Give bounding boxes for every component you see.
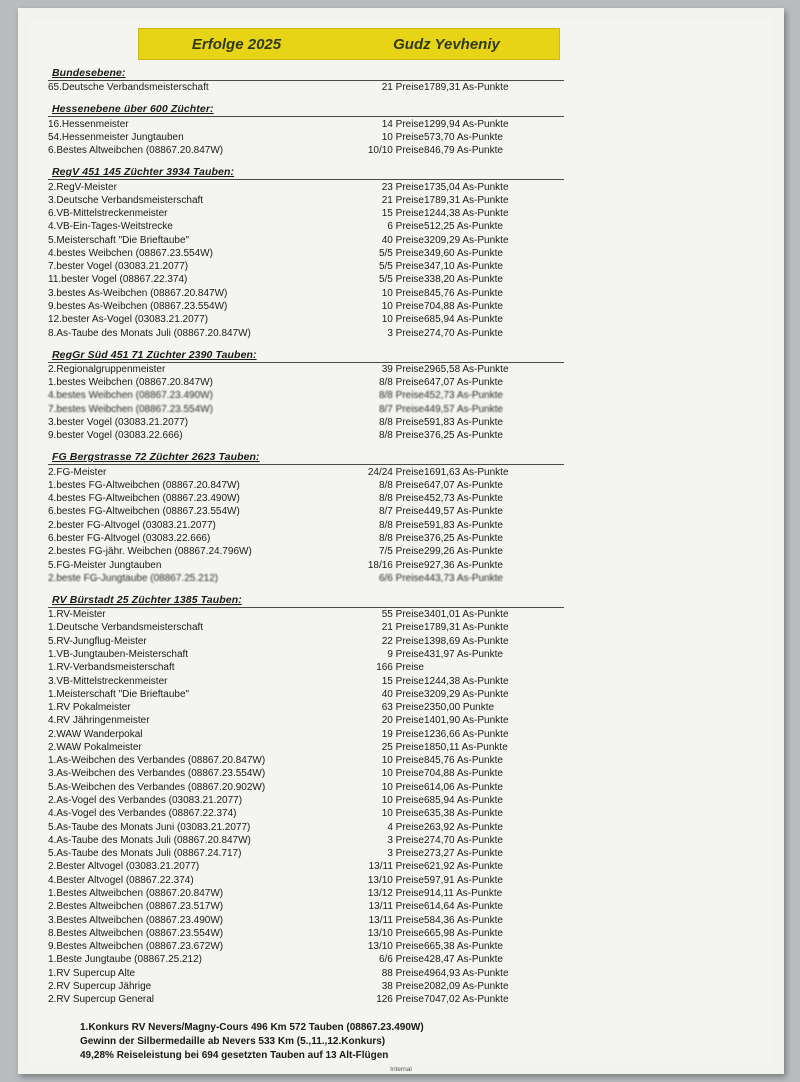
achievement-label: 1.As-Weibchen des Verbandes (08867.20.847W) [48, 755, 266, 767]
table-row [48, 848, 564, 861]
table-row [48, 327, 564, 340]
section-title: Bundesebene: [52, 67, 126, 79]
achievement-label: 5.FG-Meister Jungtauben [48, 559, 162, 571]
points-value: 927,36 As-Punkte [424, 559, 503, 571]
points-value: 614,06 As-Punkte [424, 781, 503, 793]
points-value: 845,76 As-Punkte [424, 287, 503, 299]
table-row [48, 519, 564, 532]
prize-count: 63 Preise [381, 702, 424, 714]
results-table [48, 364, 564, 444]
achievement-label: 6.bester FG-Altvogel (03083.22.666) [48, 532, 211, 544]
prize-count: 21 Preise [381, 622, 424, 634]
points-value: 573,70 As-Punkte [424, 131, 503, 143]
prize-count: 10 Preise [381, 795, 424, 807]
table-row [48, 675, 564, 688]
results-table [48, 466, 564, 586]
prize-count: 5/5 Preise [378, 274, 424, 286]
prize-count: 4 Preise [387, 821, 424, 833]
achievement-label: 2.Bester Altvogel (03083.21.2077) [48, 861, 200, 873]
prize-count: 8/8 Preise [378, 532, 424, 544]
points-value: 1691,63 As-Punkte [424, 466, 509, 478]
prize-count: 8/8 Preise [378, 377, 424, 389]
prize-count: 6/6 Preise [378, 572, 424, 584]
results-section [46, 102, 756, 158]
points-value: 376,25 As-Punkte [424, 430, 503, 442]
points-value: 274,70 As-Punkte [424, 327, 503, 339]
table-row [48, 609, 564, 622]
table-row [48, 835, 564, 848]
achievement-label: 65.Deutsche Verbandsmeisterschaft [48, 82, 209, 94]
achievement-label: 1.Meisterschaft "Die Brieftaube" [48, 688, 190, 700]
prize-count: 21 Preise [381, 82, 424, 94]
prize-count: 24/24 Preise [367, 466, 424, 478]
table-row [48, 755, 564, 768]
table-row [48, 559, 564, 572]
table-row [48, 768, 564, 781]
results-section [46, 450, 756, 586]
achievement-label: 2.WAW Pokalmeister [48, 741, 142, 753]
achievement-label: 4.As-Taube des Monats Juli (08867.20.847W) [48, 834, 251, 846]
prize-count: 10 Preise [381, 755, 424, 767]
points-value: 1244,38 As-Punkte [424, 675, 509, 687]
prize-count: 19 Preise [381, 728, 424, 740]
prize-count: 18/16 Preise [367, 559, 424, 571]
section-title: FG Bergstrasse 72 Züchter 2623 Tauben: [52, 451, 260, 464]
table-row [48, 132, 564, 145]
table-row [48, 287, 564, 300]
points-value: 3401,01 As-Punkte [424, 609, 509, 621]
prize-count: 8/7 Preise [378, 403, 424, 415]
achievement-label: 2.bestes FG-jähr. Weibchen (08867.24.796W) [48, 546, 252, 558]
table-row [48, 728, 564, 741]
points-value: 647,07 As-Punkte [424, 377, 503, 389]
section-title: Hessenebene über 600 Züchter: [52, 103, 214, 116]
points-value: 299,26 As-Punkte [424, 546, 503, 558]
prize-count: 8/7 Preise [378, 506, 424, 518]
table-row [48, 546, 564, 559]
table-row [48, 533, 564, 546]
banner-title-left: Erfolge 2025 [191, 35, 282, 53]
prize-count: 10 Preise [381, 768, 424, 780]
footer-line-1: 1.Konkurs RV Nevers/Magny-Cours 496 Km 572 Tauben (08867.23.490W) [80, 1022, 424, 1033]
achievement-label: 2.WAW Wanderpokal [48, 728, 143, 740]
section-title: RV Bürstadt 25 Züchter 1385 Tauben: [52, 593, 242, 606]
achievement-label: 7.bestes Weibchen (08867.23.554W) [48, 403, 213, 415]
table-row [48, 493, 564, 506]
points-value: 2350,00 Punkte [424, 702, 495, 714]
table-row [48, 479, 564, 492]
points-value: 685,94 As-Punkte [424, 795, 503, 807]
prize-count: 6/6 Preise [378, 954, 424, 966]
achievement-label: 2.As-Vogel des Verbandes (03083.21.2077) [48, 795, 243, 807]
achievement-label: 2.bester FG-Altvogel (03083.21.2077) [48, 519, 216, 531]
prize-count: 10/10 Preise [367, 145, 424, 157]
prize-count: 126 Preise [376, 994, 424, 1006]
footer-line-3: 49,28% Reiseleistung bei 694 gesetzten Tauben auf 13 Alt-Flügen [80, 1050, 389, 1061]
table-row [48, 954, 564, 967]
table-row [48, 194, 564, 207]
achievement-label: 6.VB-Mittelstreckenmeister [48, 208, 168, 220]
table-row [48, 888, 564, 901]
achievement-label: 5.As-Taube des Monats Juni (03083.21.2077) [48, 821, 251, 833]
section-title: RegGr Süd 451 71 Züchter 2390 Tauben: [52, 348, 257, 361]
internal-marking: Internal [390, 1066, 412, 1073]
achievement-label: 9.bestes As-Weibchen (08867.23.554W) [48, 301, 228, 313]
achievement-label: 6.bestes FG-Altweibchen (08867.23.554W) [48, 506, 240, 518]
points-value: 347,10 As-Punkte [424, 261, 503, 273]
section-divider [48, 179, 564, 180]
achievement-label: 5.As-Taube des Monats Juli (08867.24.717) [48, 848, 242, 860]
results-table [48, 609, 564, 1007]
table-row [48, 874, 564, 887]
points-value: 376,25 As-Punkte [424, 532, 503, 544]
points-value: 845,76 As-Punkte [424, 755, 503, 767]
prize-count: 13/10 Preise [367, 927, 424, 939]
points-value: 452,73 As-Punkte [424, 390, 503, 402]
prize-count: 9 Preise [387, 648, 424, 660]
achievement-label: 1.VB-Jungtauben-Meisterschaft [48, 648, 189, 660]
prize-count: 15 Preise [381, 675, 424, 687]
points-value: 584,36 As-Punkte [424, 914, 503, 926]
points-value: 1299,94 As-Punkte [424, 118, 509, 130]
prize-count: 13/10 Preise [367, 941, 424, 953]
table-row [48, 821, 564, 834]
section-divider [48, 362, 564, 363]
achievement-label: 2.RegV-Meister [48, 181, 117, 193]
table-row [48, 145, 564, 158]
points-value: 1789,31 As-Punkte [424, 82, 509, 94]
table-row [48, 430, 564, 443]
achievement-label: 16.Hessenmeister [48, 118, 129, 130]
table-row [48, 688, 564, 701]
points-value: 597,91 As-Punkte [424, 874, 503, 886]
table-row [48, 417, 564, 430]
prize-count: 8/8 Preise [378, 519, 424, 531]
prize-count: 5/5 Preise [378, 247, 424, 259]
prize-count: 13/11 Preise [368, 901, 424, 913]
prize-count: 10 Preise [381, 314, 424, 326]
section-title: RegV 451 145 Züchter 3934 Tauben: [52, 166, 235, 179]
achievement-label: 1.Beste Jungtaube (08867.25.212) [48, 954, 203, 966]
points-value: 1244,38 As-Punkte [424, 208, 509, 220]
table-row [48, 927, 564, 940]
achievement-label: 3.Bestes Altweibchen (08867.23.490W) [48, 914, 224, 926]
points-value: 704,88 As-Punkte [424, 301, 503, 313]
achievement-label: 3.Deutsche Verbandsmeisterschaft [48, 194, 204, 206]
achievement-label: 4.RV Jähringenmeister [48, 715, 150, 727]
points-value: 512,25 As-Punkte [424, 221, 503, 233]
table-row [48, 390, 564, 403]
points-value: 449,57 As-Punkte [424, 403, 503, 415]
results-section [46, 165, 756, 340]
achievement-label: 1.RV Pokalmeister [48, 702, 131, 714]
table-row [48, 662, 564, 675]
prize-count: 166 Preise [376, 662, 424, 674]
achievement-label: 5.Meisterschaft "Die Brieftaube" [48, 234, 190, 246]
table-row [48, 314, 564, 327]
table-row [48, 364, 564, 377]
achievement-label: 1.RV Supercup Alte [48, 967, 136, 979]
prize-count: 8/8 Preise [378, 430, 424, 442]
prize-count: 3 Preise [387, 848, 424, 860]
table-row [48, 994, 564, 1007]
table-row [48, 795, 564, 808]
achievement-label: 2.beste FG-Jungtaube (08867.25.212) [48, 572, 219, 584]
points-value: 704,88 As-Punkte [424, 768, 503, 780]
achievement-label: 3.As-Weibchen des Verbandes (08867.23.554W) [48, 768, 266, 780]
table-row [48, 808, 564, 821]
achievement-label: 2.RV Supercup Jährige [48, 980, 152, 992]
section-divider [48, 464, 564, 465]
points-value: 2965,58 As-Punkte [424, 363, 509, 375]
prize-count: 38 Preise [381, 980, 424, 992]
prize-count: 20 Preise [381, 715, 424, 727]
achievement-label: 12.bester As-Vogel (03083.21.2077) [48, 314, 209, 326]
table-row [48, 967, 564, 980]
points-value: 273,27 As-Punkte [424, 848, 503, 860]
prize-count: 25 Preise [381, 741, 424, 753]
document-page [18, 8, 784, 1074]
points-value: 338,20 As-Punkte [424, 274, 503, 286]
table-row [48, 572, 564, 585]
results-section [46, 593, 756, 1007]
points-value: 635,38 As-Punkte [424, 808, 503, 820]
document-sheet [30, 18, 772, 1073]
points-value: 2082,09 As-Punkte [424, 980, 509, 992]
prize-count: 55 Preise [381, 609, 424, 621]
achievement-label: 3.VB-Mittelstreckenmeister [48, 675, 168, 687]
prize-count: 10 Preise [381, 301, 424, 313]
achievement-label: 9.bester Vogel (03083.22.666) [48, 430, 183, 442]
points-value: 1789,31 As-Punkte [424, 194, 509, 206]
achievement-label: 1.Deutsche Verbandsmeisterschaft [48, 622, 204, 634]
prize-count: 88 Preise [381, 967, 424, 979]
prize-count: 13/12 Preise [367, 888, 424, 900]
prize-count: 13/11 Preise [368, 861, 424, 873]
achievement-label: 8.Bestes Altweibchen (08867.23.554W) [48, 927, 224, 939]
points-value: 452,73 As-Punkte [424, 493, 503, 505]
points-value: 914,11 As-Punkte [424, 888, 503, 900]
points-value: 591,83 As-Punkte [424, 417, 503, 429]
prize-count: 8/8 Preise [378, 479, 424, 491]
points-value: 647,07 As-Punkte [424, 479, 503, 491]
table-row [48, 715, 564, 728]
prize-count: 3 Preise [387, 327, 424, 339]
table-row [48, 118, 564, 131]
prize-count: 22 Preise [381, 635, 424, 647]
points-value: 431,97 As-Punkte [424, 648, 503, 660]
prize-count: 39 Preise [381, 363, 424, 375]
points-value: 3209,29 As-Punkte [424, 688, 509, 700]
results-section [46, 66, 756, 95]
prize-count: 15 Preise [381, 208, 424, 220]
points-value: 665,98 As-Punkte [424, 927, 503, 939]
footer-line-2: Gewinn der Silbermedaille ab Nevers 533 Km (5.,11.,12.Konkurs) [80, 1036, 386, 1047]
achievement-label: 4.VB-Ein-Tages-Weitstrecke [48, 221, 173, 233]
table-row [48, 742, 564, 755]
points-value: 263,92 As-Punkte [424, 821, 503, 833]
table-row [48, 82, 564, 95]
achievement-label: 8.As-Taube des Monats Juli (08867.20.847W) [48, 327, 251, 339]
achievement-label: 4.bestes Weibchen (08867.23.554W) [48, 247, 213, 259]
achievement-label: 1.Bestes Altweibchen (08867.20.847W) [48, 888, 224, 900]
footer-notes [80, 1021, 680, 1063]
prize-count: 10 Preise [381, 781, 424, 793]
achievement-label: 6.Bestes Altweibchen (08867.20.847W) [48, 145, 224, 157]
table-row [48, 506, 564, 519]
table-row [48, 403, 564, 416]
points-value: 3209,29 As-Punkte [424, 234, 509, 246]
prize-count: 3 Preise [387, 834, 424, 846]
points-value: 443,73 As-Punkte [424, 572, 503, 584]
points-value: 4964,93 As-Punkte [424, 967, 509, 979]
results-content [46, 66, 756, 1014]
table-row [48, 248, 564, 261]
achievement-label: 2.Regionalgruppenmeister [48, 363, 166, 375]
achievement-label: 7.bester Vogel (03083.21.2077) [48, 261, 189, 273]
points-value: 1401,90 As-Punkte [424, 715, 509, 727]
table-row [48, 261, 564, 274]
points-value: 7047,02 As-Punkte [424, 994, 509, 1006]
points-value: 685,94 As-Punkte [424, 314, 503, 326]
prize-count: 6 Preise [387, 221, 424, 233]
points-value: 1398,69 As-Punkte [424, 635, 509, 647]
prize-count: 8/8 Preise [378, 493, 424, 505]
prize-count: 10 Preise [381, 287, 424, 299]
points-value: 449,57 As-Punkte [424, 506, 503, 518]
prize-count: 10 Preise [381, 131, 424, 143]
results-table [48, 181, 564, 340]
section-divider [48, 80, 564, 81]
achievement-label: 54.Hessenmeister Jungtauben [48, 131, 184, 143]
banner-title-right: Gudz Yevheniy [393, 35, 500, 53]
achievement-label: 11.bester Vogel (08867.22.374) [48, 274, 188, 286]
achievement-label: 1.RV-Meister [48, 609, 106, 621]
table-row [48, 941, 564, 954]
achievement-label: 5.As-Weibchen des Verbandes (08867.20.902W) [48, 781, 266, 793]
prize-count: 13/11 Preise [368, 914, 424, 926]
points-value: 1789,31 As-Punkte [424, 622, 509, 634]
achievement-label: 2.FG-Meister [48, 466, 107, 478]
results-table [48, 82, 564, 95]
prize-count: 10 Preise [381, 808, 424, 820]
table-row [48, 622, 564, 635]
achievement-label: 4.As-Vogel des Verbandes (08867.22.374) [48, 808, 237, 820]
points-value: 846,79 As-Punkte [424, 145, 503, 157]
results-table [48, 118, 564, 158]
table-row [48, 981, 564, 994]
table-row [48, 635, 564, 648]
table-row [48, 208, 564, 221]
points-value: 621,92 As-Punkte [424, 861, 503, 873]
section-divider [48, 607, 564, 608]
section-divider [48, 116, 564, 117]
prize-count: 7/5 Preise [378, 546, 424, 558]
points-value: 1735,04 As-Punkte [424, 181, 509, 193]
prize-count: 14 Preise [381, 118, 424, 130]
achievement-label: 3.bestes As-Weibchen (08867.20.847W) [48, 287, 228, 299]
table-row [48, 466, 564, 479]
table-row [48, 377, 564, 390]
table-row [48, 301, 564, 314]
achievement-label: 1.RV-Verbandsmeisterschaft [48, 662, 175, 674]
table-row [48, 274, 564, 287]
results-section [46, 348, 756, 444]
prize-count: 23 Preise [381, 181, 424, 193]
table-row [48, 781, 564, 794]
achievement-label: 1.bestes Weibchen (08867.20.847W) [48, 377, 213, 389]
achievement-label: 9.Bestes Altweibchen (08867.23.672W) [48, 941, 224, 953]
achievement-label: 4.bestes FG-Altweibchen (08867.23.490W) [48, 493, 240, 505]
prize-count: 8/8 Preise [378, 417, 424, 429]
achievement-label: 4.Bester Altvogel (08867.22.374) [48, 874, 194, 886]
table-row [48, 181, 564, 194]
table-row [48, 861, 564, 874]
table-row [48, 702, 564, 715]
achievement-label: 2.Bestes Altweibchen (08867.23.517W) [48, 901, 224, 913]
title-banner [138, 28, 560, 60]
points-value: 1236,66 As-Punkte [424, 728, 509, 740]
table-row [48, 221, 564, 234]
prize-count: 21 Preise [381, 194, 424, 206]
achievement-label: 1.bestes FG-Altweibchen (08867.20.847W) [48, 479, 240, 491]
points-value: 614,64 As-Punkte [424, 901, 503, 913]
achievement-label: 3.bester Vogel (03083.21.2077) [48, 417, 189, 429]
table-row [48, 901, 564, 914]
points-value: 428,47 As-Punkte [424, 954, 503, 966]
table-row [48, 914, 564, 927]
table-row [48, 649, 564, 662]
points-value: 665,38 As-Punkte [424, 941, 503, 953]
achievement-label: 2.RV Supercup General [48, 994, 154, 1006]
achievement-label: 5.RV-Jungflug-Meister [48, 635, 147, 647]
points-value: 591,83 As-Punkte [424, 519, 503, 531]
prize-count: 13/10 Preise [367, 874, 424, 886]
points-value [424, 662, 564, 675]
prize-count: 5/5 Preise [378, 261, 424, 273]
points-value: 274,70 As-Punkte [424, 834, 503, 846]
table-row [48, 234, 564, 247]
achievement-label: 4.bestes Weibchen (08867.23.490W) [48, 390, 213, 402]
prize-count: 40 Preise [381, 234, 424, 246]
prize-count: 40 Preise [381, 688, 424, 700]
prize-count: 8/8 Preise [378, 390, 424, 402]
points-value: 1850,11 As-Punkte [424, 741, 508, 753]
points-value: 349,60 As-Punkte [424, 247, 503, 259]
